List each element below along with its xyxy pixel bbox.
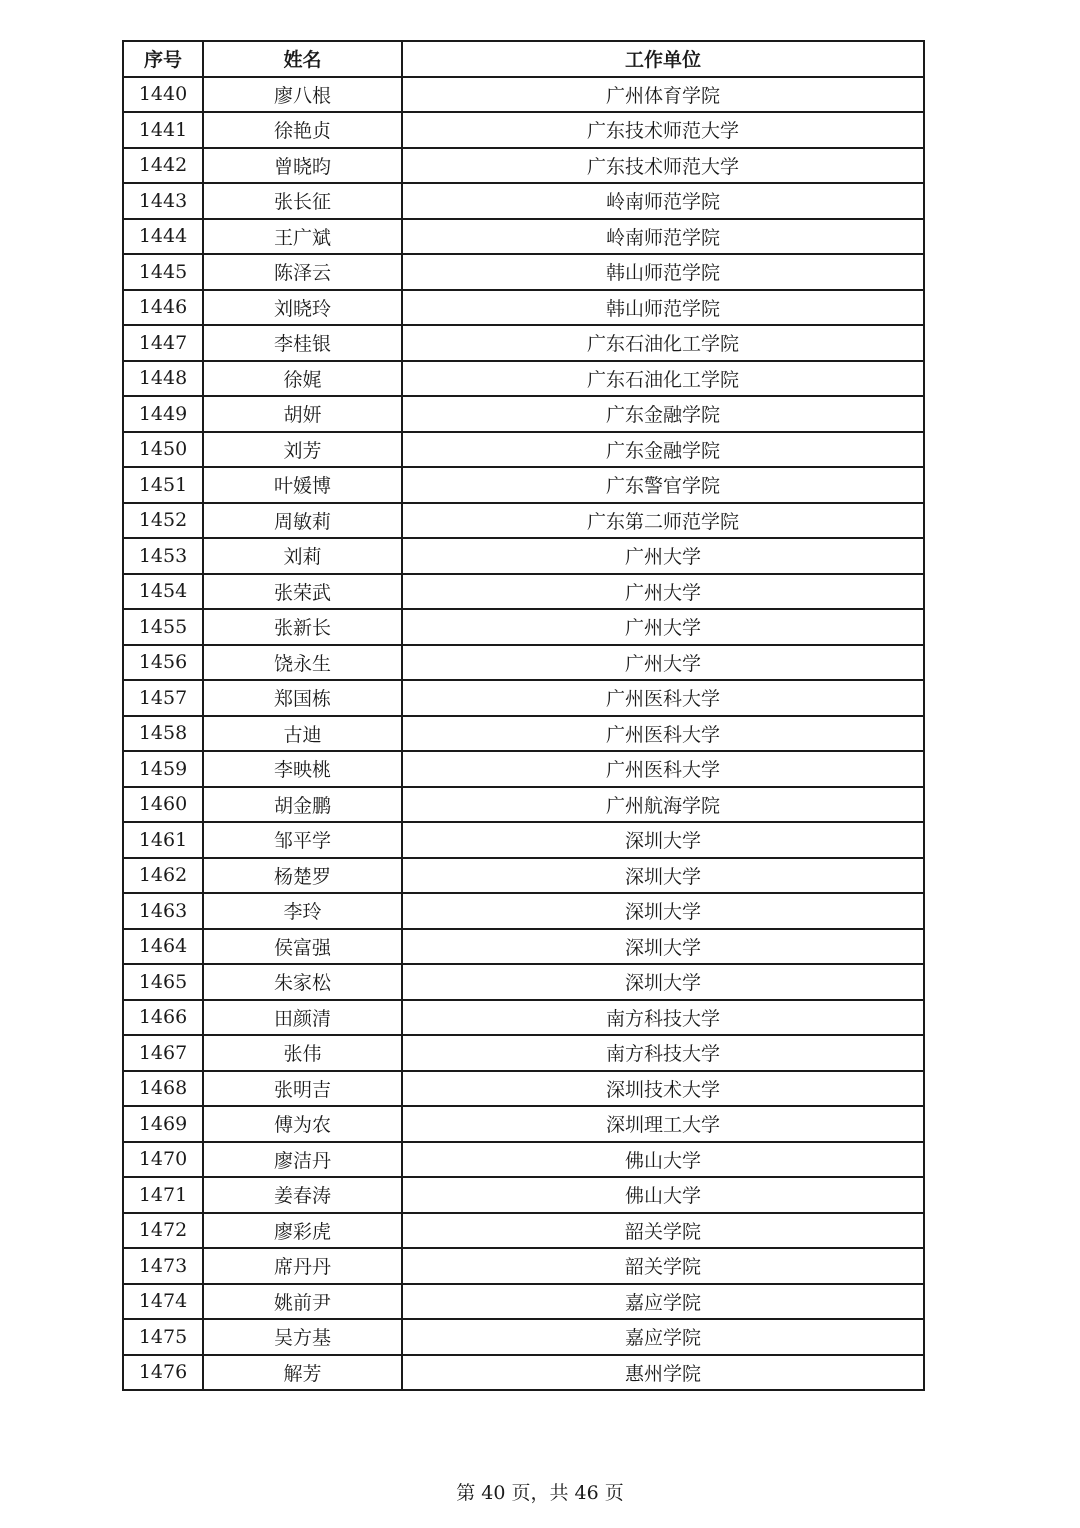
cell-serial-number: 1474 — [123, 1284, 203, 1320]
header-work-unit: 工作单位 — [402, 41, 924, 77]
cell-serial-number: 1446 — [123, 290, 203, 326]
table-row — [123, 858, 924, 894]
cell-work-unit: 韩山师范学院 — [402, 290, 924, 326]
cell-serial-number: 1452 — [123, 503, 203, 539]
table-row — [123, 325, 924, 361]
table-row — [123, 1213, 924, 1249]
cell-work-unit: 广东技术师范大学 — [402, 112, 924, 148]
table-row — [123, 1106, 924, 1142]
cell-serial-number: 1462 — [123, 858, 203, 894]
cell-name: 邹平学 — [203, 822, 402, 858]
cell-name: 席丹丹 — [203, 1248, 402, 1284]
table-row — [123, 929, 924, 965]
cell-name: 杨楚罗 — [203, 858, 402, 894]
table-row — [123, 219, 924, 255]
cell-name: 姜春涛 — [203, 1177, 402, 1213]
cell-serial-number: 1449 — [123, 396, 203, 432]
cell-work-unit: 深圳大学 — [402, 929, 924, 965]
cell-serial-number: 1444 — [123, 219, 203, 255]
cell-work-unit: 惠州学院 — [402, 1355, 924, 1391]
cell-name: 胡妍 — [203, 396, 402, 432]
table-row — [123, 148, 924, 184]
cell-work-unit: 深圳理工大学 — [402, 1106, 924, 1142]
cell-work-unit: 广东警官学院 — [402, 467, 924, 503]
cell-name: 姚前尹 — [203, 1284, 402, 1320]
cell-work-unit: 广州大学 — [402, 609, 924, 645]
cell-name: 朱家松 — [203, 964, 402, 1000]
cell-name: 王广斌 — [203, 219, 402, 255]
cell-name: 郑国栋 — [203, 680, 402, 716]
cell-work-unit: 广东石油化工学院 — [402, 325, 924, 361]
table-row — [123, 1071, 924, 1107]
cell-serial-number: 1475 — [123, 1319, 203, 1355]
table-row — [123, 432, 924, 468]
cell-name: 刘莉 — [203, 538, 402, 574]
cell-name: 刘芳 — [203, 432, 402, 468]
cell-work-unit: 佛山大学 — [402, 1177, 924, 1213]
table-row — [123, 396, 924, 432]
cell-name: 张伟 — [203, 1035, 402, 1071]
cell-work-unit: 深圳大学 — [402, 822, 924, 858]
table-row — [123, 503, 924, 539]
table-row — [123, 1142, 924, 1178]
cell-work-unit: 广东技术师范大学 — [402, 148, 924, 184]
table-row — [123, 574, 924, 610]
cell-name: 李玲 — [203, 893, 402, 929]
cell-work-unit: 广州医科大学 — [402, 751, 924, 787]
cell-work-unit: 广州医科大学 — [402, 716, 924, 752]
table-row — [123, 183, 924, 219]
table-row — [123, 751, 924, 787]
cell-name: 张荣武 — [203, 574, 402, 610]
cell-name: 曾晓昀 — [203, 148, 402, 184]
cell-work-unit: 韶关学院 — [402, 1213, 924, 1249]
cell-work-unit: 嘉应学院 — [402, 1319, 924, 1355]
table-row — [123, 254, 924, 290]
cell-serial-number: 1466 — [123, 1000, 203, 1036]
cell-serial-number: 1453 — [123, 538, 203, 574]
table-row — [123, 787, 924, 823]
cell-name: 廖彩虎 — [203, 1213, 402, 1249]
table-row — [123, 290, 924, 326]
table-row — [123, 1000, 924, 1036]
cell-name: 张长征 — [203, 183, 402, 219]
cell-work-unit: 佛山大学 — [402, 1142, 924, 1178]
cell-name: 胡金鹏 — [203, 787, 402, 823]
cell-name: 李映桃 — [203, 751, 402, 787]
cell-work-unit: 深圳大学 — [402, 858, 924, 894]
cell-serial-number: 1471 — [123, 1177, 203, 1213]
cell-name: 徐娓 — [203, 361, 402, 397]
cell-work-unit: 广州体育学院 — [402, 77, 924, 113]
cell-name: 傅为农 — [203, 1106, 402, 1142]
cell-serial-number: 1463 — [123, 893, 203, 929]
cell-serial-number: 1456 — [123, 645, 203, 681]
cell-name: 廖洁丹 — [203, 1142, 402, 1178]
table-header-row — [123, 41, 924, 77]
table-row — [123, 680, 924, 716]
cell-work-unit: 岭南师范学院 — [402, 183, 924, 219]
cell-name: 张新长 — [203, 609, 402, 645]
cell-name: 饶永生 — [203, 645, 402, 681]
cell-name: 刘晓玲 — [203, 290, 402, 326]
cell-serial-number: 1447 — [123, 325, 203, 361]
cell-work-unit: 南方科技大学 — [402, 1035, 924, 1071]
cell-serial-number: 1468 — [123, 1071, 203, 1107]
cell-serial-number: 1460 — [123, 787, 203, 823]
cell-serial-number: 1461 — [123, 822, 203, 858]
cell-work-unit: 广东金融学院 — [402, 396, 924, 432]
cell-work-unit: 深圳大学 — [402, 964, 924, 1000]
cell-serial-number: 1441 — [123, 112, 203, 148]
cell-work-unit: 嘉应学院 — [402, 1284, 924, 1320]
cell-name: 吴方基 — [203, 1319, 402, 1355]
cell-name: 廖八根 — [203, 77, 402, 113]
cell-work-unit: 南方科技大学 — [402, 1000, 924, 1036]
table-row — [123, 964, 924, 1000]
cell-serial-number: 1457 — [123, 680, 203, 716]
table-row — [123, 77, 924, 113]
table-row — [123, 1035, 924, 1071]
cell-name: 徐艳贞 — [203, 112, 402, 148]
cell-name: 古迪 — [203, 716, 402, 752]
page-number-footer: 第 40 页，共 46 页 — [456, 1482, 624, 1504]
name-list-table — [122, 40, 925, 1391]
cell-name: 张明吉 — [203, 1071, 402, 1107]
cell-work-unit: 岭南师范学院 — [402, 219, 924, 255]
cell-work-unit: 深圳技术大学 — [402, 1071, 924, 1107]
cell-work-unit: 韩山师范学院 — [402, 254, 924, 290]
table-row — [123, 893, 924, 929]
table-row — [123, 361, 924, 397]
cell-serial-number: 1451 — [123, 467, 203, 503]
table-row — [123, 609, 924, 645]
cell-serial-number: 1470 — [123, 1142, 203, 1178]
table-row — [123, 1177, 924, 1213]
cell-serial-number: 1443 — [123, 183, 203, 219]
table-row — [123, 1284, 924, 1320]
cell-work-unit: 广州大学 — [402, 574, 924, 610]
table-row — [123, 645, 924, 681]
cell-name: 解芳 — [203, 1355, 402, 1391]
table-row — [123, 467, 924, 503]
cell-name: 叶媛博 — [203, 467, 402, 503]
table-row — [123, 112, 924, 148]
cell-work-unit: 广州航海学院 — [402, 787, 924, 823]
cell-serial-number: 1448 — [123, 361, 203, 397]
cell-serial-number: 1459 — [123, 751, 203, 787]
cell-serial-number: 1476 — [123, 1355, 203, 1391]
cell-serial-number: 1472 — [123, 1213, 203, 1249]
cell-serial-number: 1465 — [123, 964, 203, 1000]
cell-work-unit: 广州大学 — [402, 645, 924, 681]
cell-work-unit: 韶关学院 — [402, 1248, 924, 1284]
cell-serial-number: 1469 — [123, 1106, 203, 1142]
cell-serial-number: 1464 — [123, 929, 203, 965]
table-row — [123, 716, 924, 752]
cell-serial-number: 1440 — [123, 77, 203, 113]
cell-name: 李桂银 — [203, 325, 402, 361]
table-row — [123, 538, 924, 574]
table-row — [123, 1248, 924, 1284]
cell-work-unit: 广东第二师范学院 — [402, 503, 924, 539]
cell-serial-number: 1445 — [123, 254, 203, 290]
header-name: 姓名 — [203, 41, 402, 77]
cell-serial-number: 1473 — [123, 1248, 203, 1284]
table-row — [123, 1319, 924, 1355]
header-serial-number: 序号 — [123, 41, 203, 77]
table-row — [123, 1355, 924, 1391]
cell-serial-number: 1454 — [123, 574, 203, 610]
cell-name: 田颜清 — [203, 1000, 402, 1036]
cell-work-unit: 深圳大学 — [402, 893, 924, 929]
cell-name: 陈泽云 — [203, 254, 402, 290]
cell-work-unit: 广东石油化工学院 — [402, 361, 924, 397]
cell-serial-number: 1442 — [123, 148, 203, 184]
cell-serial-number: 1450 — [123, 432, 203, 468]
table-row — [123, 822, 924, 858]
cell-work-unit: 广东金融学院 — [402, 432, 924, 468]
cell-serial-number: 1455 — [123, 609, 203, 645]
cell-name: 侯富强 — [203, 929, 402, 965]
cell-name: 周敏莉 — [203, 503, 402, 539]
cell-serial-number: 1467 — [123, 1035, 203, 1071]
cell-work-unit: 广州医科大学 — [402, 680, 924, 716]
cell-work-unit: 广州大学 — [402, 538, 924, 574]
cell-serial-number: 1458 — [123, 716, 203, 752]
